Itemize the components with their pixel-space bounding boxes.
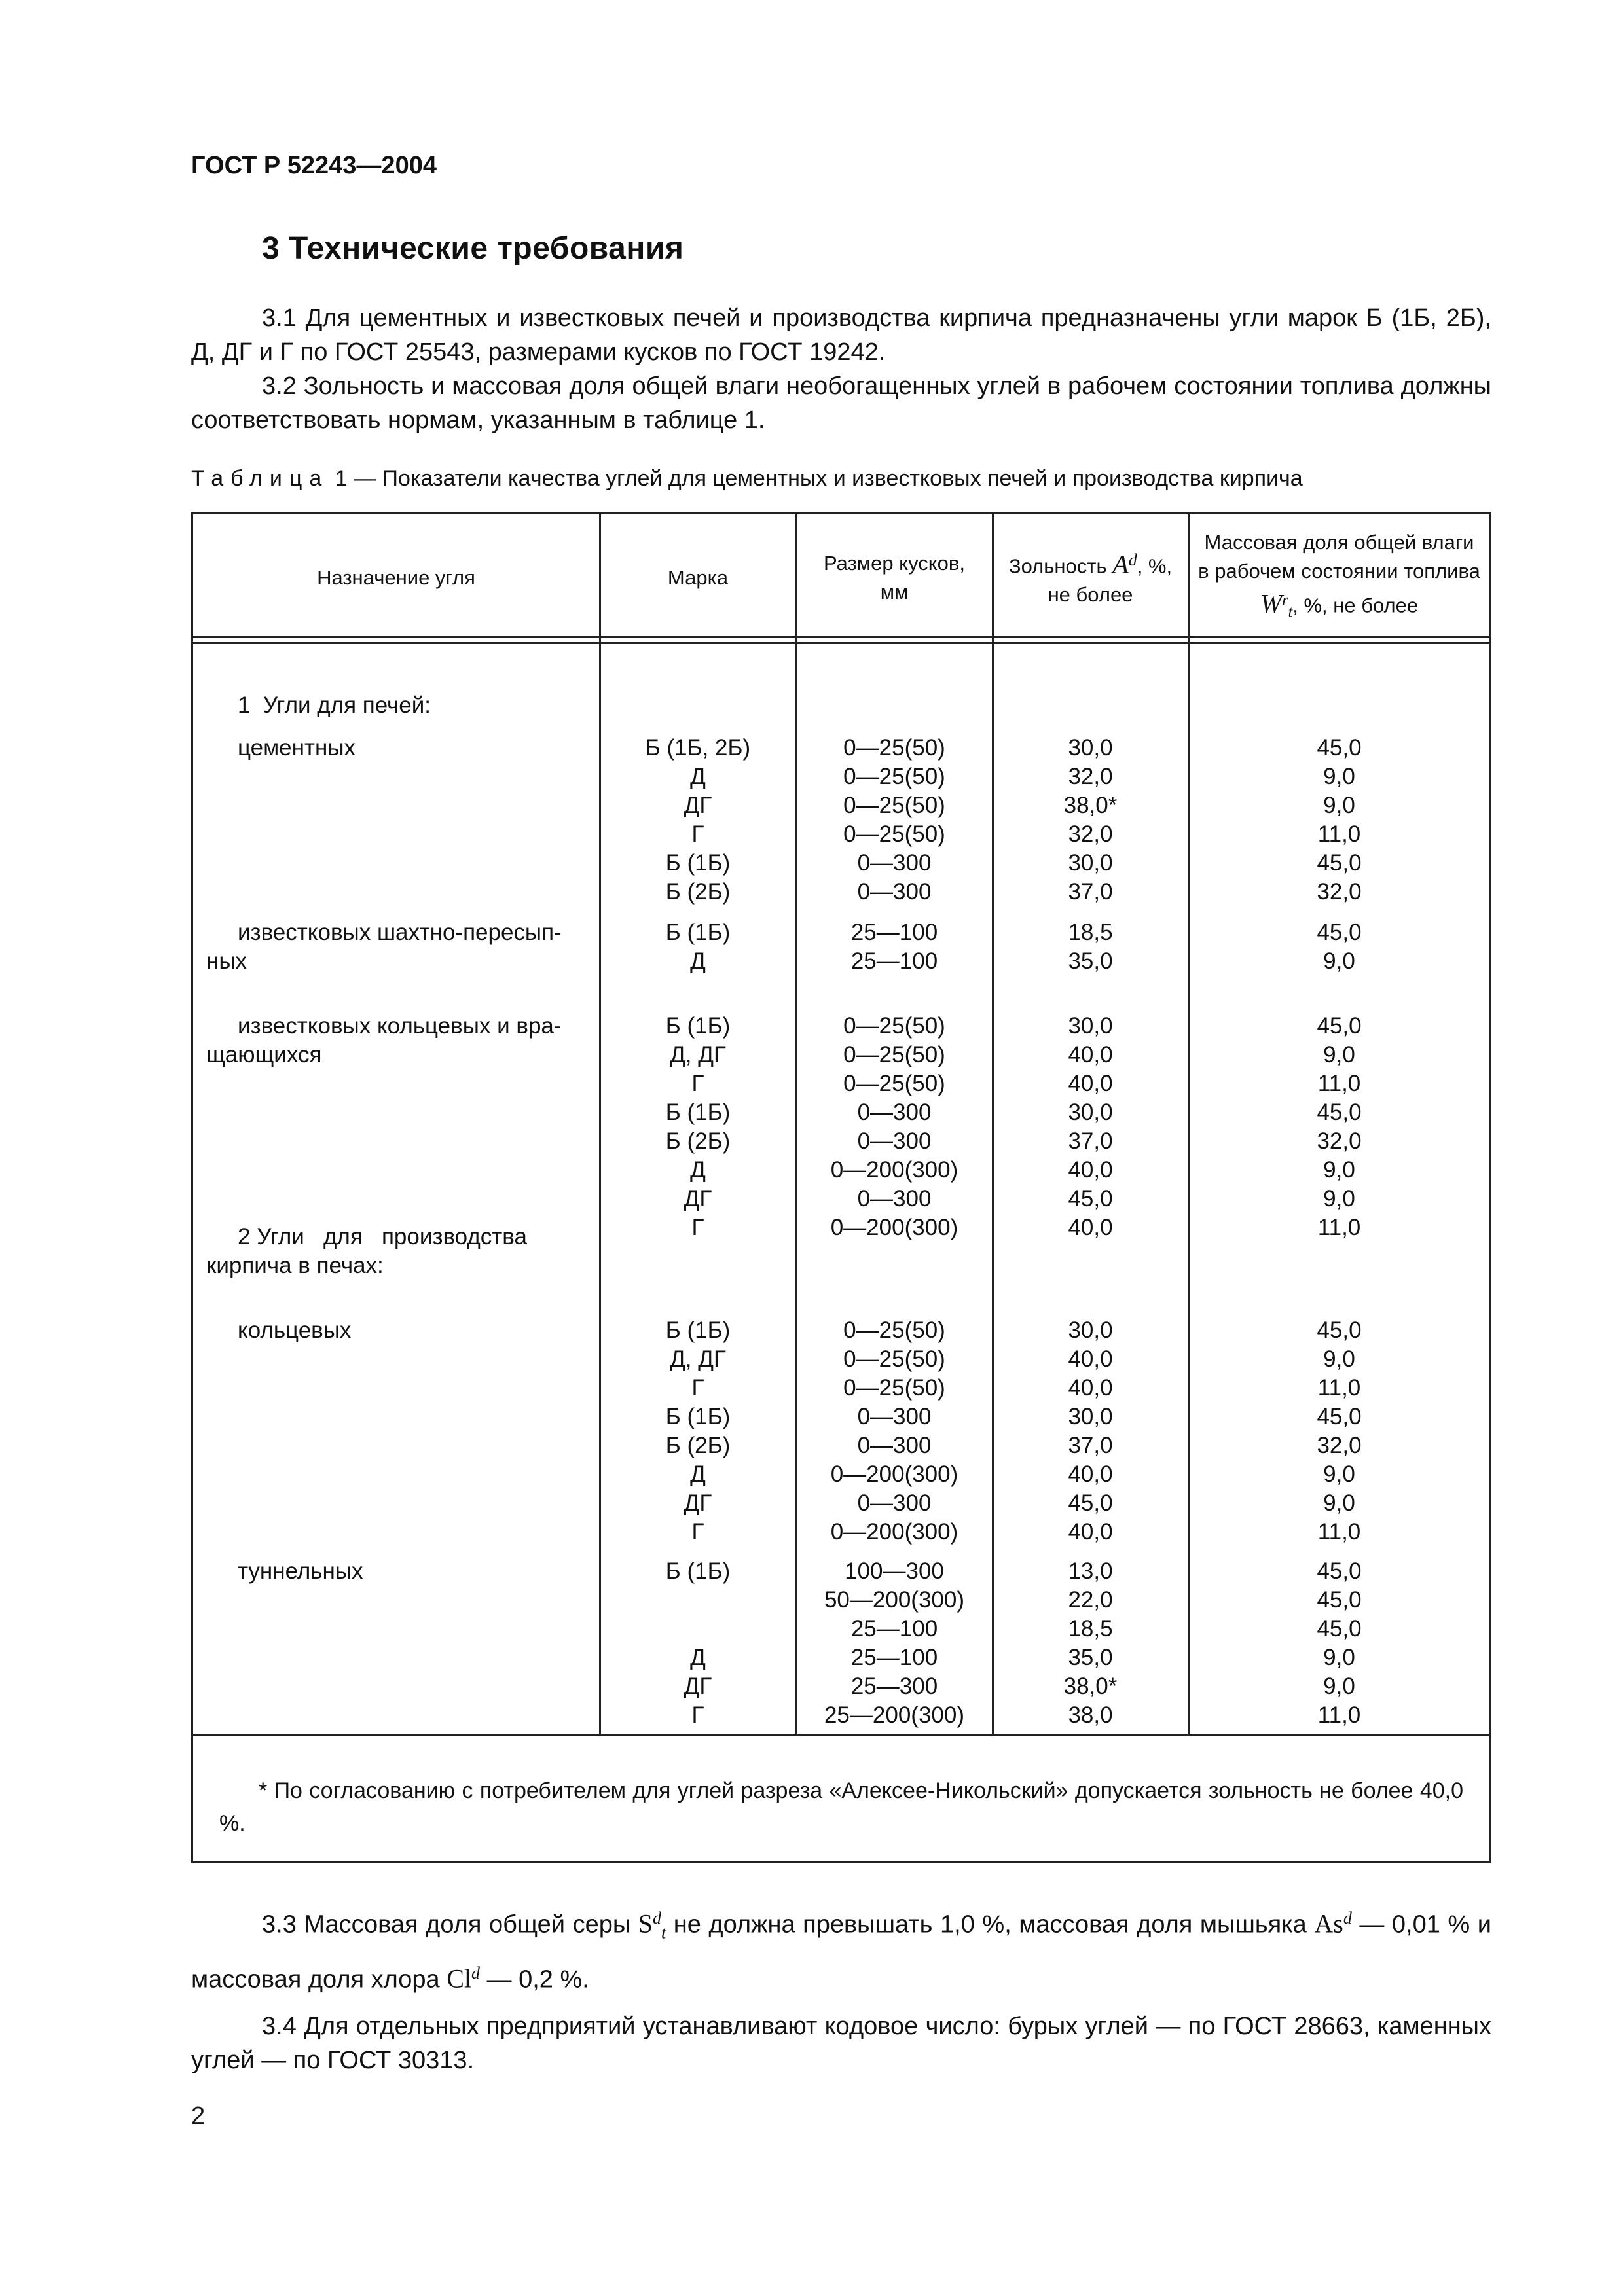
mark-cell: Б (1Б) xyxy=(665,920,731,945)
footer-rule xyxy=(193,1734,1489,1736)
ash-cell: 30,0 xyxy=(1068,1013,1113,1039)
moisture-cell: 32,0 xyxy=(1317,1128,1362,1154)
ash-cell: 32,0 xyxy=(1068,821,1113,847)
mark-cell: ДГ xyxy=(684,1490,712,1516)
moisture-cell: 45,0 xyxy=(1317,1616,1362,1641)
paragraph-3-1: 3.1 Для цементных и известковых печей и производства кирпича предназначены угли марок Б (1Б, 2Б), Д, ДГ и Г по ГОСТ 25543, размерами кусков по ГОСТ 19242. xyxy=(191,304,1491,366)
mark-cell: Г xyxy=(691,1375,704,1401)
mark-cell: Г xyxy=(691,1071,704,1096)
moisture-cell: 45,0 xyxy=(1317,1100,1362,1125)
col-header-moisture: Массовая доля общей влаги в рабочем состоянии топлива $W^r_t$, %, не более xyxy=(1198,531,1480,621)
ash-cell: 38,0* xyxy=(1063,793,1118,818)
size-cell: 25—300 xyxy=(850,1674,938,1699)
moisture-cell: 11,0 xyxy=(1317,1071,1361,1096)
size-cell: 0—300 xyxy=(857,879,932,905)
mark-cell: Г xyxy=(691,1215,704,1240)
col-header-mark: Марка xyxy=(667,565,729,589)
purpose-label: кирпича в печах: xyxy=(206,1253,384,1278)
ash-cell: 13,0 xyxy=(1068,1558,1113,1584)
size-cell: 0—200(300) xyxy=(830,1157,958,1183)
moisture-cell: 9,0 xyxy=(1323,1346,1355,1372)
moisture-cell: 11,0 xyxy=(1317,1702,1361,1728)
purpose-label: кольцевых xyxy=(238,1318,352,1343)
ash-cell: 30,0 xyxy=(1068,1318,1113,1343)
ash-cell: 45,0 xyxy=(1068,1186,1113,1211)
size-cell: 0—200(300) xyxy=(830,1215,958,1240)
size-cell: 50—200(300) xyxy=(824,1587,965,1613)
mark-cell: Г xyxy=(691,1702,704,1728)
ash-cell: 40,0 xyxy=(1068,1071,1113,1096)
size-cell: 0—25(50) xyxy=(843,821,945,847)
size-cell: 0—200(300) xyxy=(830,1519,958,1545)
ash-cell: 40,0 xyxy=(1068,1375,1113,1401)
moisture-cell: 32,0 xyxy=(1317,1433,1362,1458)
ash-cell: 40,0 xyxy=(1068,1215,1113,1240)
moisture-cell: 45,0 xyxy=(1317,1404,1362,1429)
ash-cell: 30,0 xyxy=(1068,1404,1113,1429)
moisture-cell: 9,0 xyxy=(1323,1674,1355,1699)
moisture-cell: 45,0 xyxy=(1317,1013,1362,1039)
mark-cell: Д xyxy=(690,1157,706,1183)
moisture-cell: 9,0 xyxy=(1323,1042,1355,1067)
ash-cell: 40,0 xyxy=(1068,1346,1113,1372)
ash-cell: 30,0 xyxy=(1068,1100,1113,1125)
quality-table xyxy=(191,512,1491,1863)
size-cell: 0—25(50) xyxy=(843,1071,945,1096)
mark-cell: Д, ДГ xyxy=(670,1042,726,1067)
paragraph-3-4: 3.4 Для отдельных предприятий устанавливают кодовое число: бурых углей — по ГОСТ 28663, каменных углей — по ГОСТ 30313. xyxy=(191,2013,1491,2074)
ash-cell: 35,0 xyxy=(1068,948,1113,974)
size-cell: 0—200(300) xyxy=(830,1462,958,1487)
moisture-cell: 45,0 xyxy=(1317,1558,1362,1584)
mark-cell: Г xyxy=(691,821,704,847)
size-cell: 0—25(50) xyxy=(843,1375,945,1401)
mark-cell: Б (2Б) xyxy=(665,1433,731,1458)
purpose-label: известковых шахтно-пересып- xyxy=(238,920,562,945)
mark-cell: Г xyxy=(691,1519,704,1545)
col-header-size: Размер кусков, мм xyxy=(824,551,965,603)
ash-cell: 37,0 xyxy=(1068,879,1113,905)
ash-cell: 37,0 xyxy=(1068,1128,1113,1154)
size-cell: 0—300 xyxy=(857,1404,932,1429)
table-caption: Таблица 1 — Показатели качества углей для цементных и известковых печей и производства кирпича xyxy=(191,466,1303,491)
ash-cell: 30,0 xyxy=(1068,850,1113,876)
size-cell: 0—25(50) xyxy=(843,1042,945,1067)
size-cell: 0—25(50) xyxy=(843,764,945,789)
moisture-cell: 45,0 xyxy=(1317,735,1362,761)
size-cell: 0—300 xyxy=(857,1128,932,1154)
moisture-cell: 9,0 xyxy=(1323,1490,1355,1516)
moisture-cell: 45,0 xyxy=(1317,1318,1362,1343)
ash-cell: 40,0 xyxy=(1068,1462,1113,1487)
size-cell: 25—100 xyxy=(850,920,938,945)
ash-cell: 37,0 xyxy=(1068,1433,1113,1458)
mark-cell: Б (1Б) xyxy=(665,1558,731,1584)
moisture-cell: 9,0 xyxy=(1323,764,1355,789)
ash-cell: 40,0 xyxy=(1068,1157,1113,1183)
ash-cell: 30,0 xyxy=(1068,735,1113,761)
moisture-cell: 11,0 xyxy=(1317,1375,1361,1401)
mark-cell: Б (1Б, 2Б) xyxy=(645,735,751,761)
size-cell: 0—25(50) xyxy=(843,1318,945,1343)
moisture-cell: 45,0 xyxy=(1317,850,1362,876)
purpose-label: цементных xyxy=(238,735,356,761)
mark-cell: Д xyxy=(690,764,706,789)
moisture-cell: 9,0 xyxy=(1323,1157,1355,1183)
size-cell: 100—300 xyxy=(845,1558,944,1584)
size-cell: 25—100 xyxy=(850,948,938,974)
ash-cell: 32,0 xyxy=(1068,764,1113,789)
mark-cell: ДГ xyxy=(684,1674,712,1699)
moisture-cell: 9,0 xyxy=(1323,1462,1355,1487)
moisture-cell: 9,0 xyxy=(1323,948,1355,974)
mark-cell: Б (1Б) xyxy=(665,1100,731,1125)
table-footnote: * По согласованию с потребителем для углей разреза «Алексее-Никольский» допускается зольность не более 40,0 %. xyxy=(219,1778,1463,1836)
moisture-cell: 45,0 xyxy=(1317,920,1362,945)
ash-cell: 40,0 xyxy=(1068,1519,1113,1545)
paragraph-3-3: 3.3 Массовая доля общей серы $S^d_t$ не должна превышать 1,0 %, массовая доля мышьяка As$^d$ — 0,01 % и массовая доля хлора Cl$^d$ — 0,2 %. xyxy=(191,1909,1491,1994)
purpose-label: щающихся xyxy=(206,1042,322,1067)
section-title: 3 Технические требования xyxy=(262,231,684,266)
purpose-label: известковых кольцевых и вра- xyxy=(238,1013,562,1039)
purpose-label: 2 Угли для производства xyxy=(238,1224,527,1249)
mark-cell: Б (1Б) xyxy=(665,1318,731,1343)
mark-cell: Д, ДГ xyxy=(670,1346,726,1372)
size-cell: 0—25(50) xyxy=(843,793,945,818)
moisture-cell: 9,0 xyxy=(1323,1645,1355,1670)
size-cell: 25—200(300) xyxy=(824,1702,965,1728)
ash-cell: 45,0 xyxy=(1068,1490,1113,1516)
ash-cell: 40,0 xyxy=(1068,1042,1113,1067)
mark-cell: Д xyxy=(690,1645,706,1670)
moisture-cell: 45,0 xyxy=(1317,1587,1362,1613)
header-rule xyxy=(193,642,1489,644)
moisture-cell: 9,0 xyxy=(1323,1186,1355,1211)
purpose-label: 1 Угли для печей: xyxy=(238,692,431,718)
moisture-cell: 11,0 xyxy=(1317,821,1361,847)
mark-cell: Б (2Б) xyxy=(665,879,731,905)
page-number: 2 xyxy=(191,2102,206,2130)
moisture-cell: 11,0 xyxy=(1317,1519,1361,1545)
ash-cell: 22,0 xyxy=(1068,1587,1113,1613)
moisture-cell: 11,0 xyxy=(1317,1215,1361,1240)
document-header: ГОСТ Р 52243—2004 xyxy=(191,152,437,179)
size-cell: 0—25(50) xyxy=(843,735,945,761)
purpose-label: ных xyxy=(206,948,247,974)
mark-cell: Д xyxy=(690,948,706,974)
size-cell: 25—100 xyxy=(850,1616,938,1641)
size-cell: 0—300 xyxy=(857,1100,932,1125)
size-cell: 0—300 xyxy=(857,1490,932,1516)
purpose-label: туннельных xyxy=(238,1558,363,1584)
size-cell: 0—25(50) xyxy=(843,1346,945,1372)
size-cell: 25—100 xyxy=(850,1645,938,1670)
mark-cell: Б (2Б) xyxy=(665,1128,731,1154)
ash-cell: 18,5 xyxy=(1068,1616,1113,1641)
size-cell: 0—25(50) xyxy=(843,1013,945,1039)
col-header-purpose: Назначение угля xyxy=(317,565,475,589)
mark-cell: Д xyxy=(690,1462,706,1487)
ash-cell: 38,0* xyxy=(1063,1674,1118,1699)
mark-cell: ДГ xyxy=(684,1186,712,1211)
moisture-cell: 32,0 xyxy=(1317,879,1362,905)
mark-cell: Б (1Б) xyxy=(665,1404,731,1429)
size-cell: 0—300 xyxy=(857,850,932,876)
mark-cell: ДГ xyxy=(684,793,712,818)
mark-cell: Б (1Б) xyxy=(665,850,731,876)
paragraph-3-2: 3.2 Зольность и массовая доля общей влаги необогащенных углей в рабочем состоянии топлива должны соответствовать нормам, указанным в таблице 1. xyxy=(191,372,1491,434)
size-cell: 0—300 xyxy=(857,1433,932,1458)
ash-cell: 35,0 xyxy=(1068,1645,1113,1670)
size-cell: 0—300 xyxy=(857,1186,932,1211)
moisture-cell: 9,0 xyxy=(1323,793,1355,818)
mark-cell: Б (1Б) xyxy=(665,1013,731,1039)
col-header-ash: Зольность $A^d$, %, не более xyxy=(1008,549,1173,607)
ash-cell: 18,5 xyxy=(1068,920,1113,945)
ash-cell: 38,0 xyxy=(1068,1702,1113,1728)
